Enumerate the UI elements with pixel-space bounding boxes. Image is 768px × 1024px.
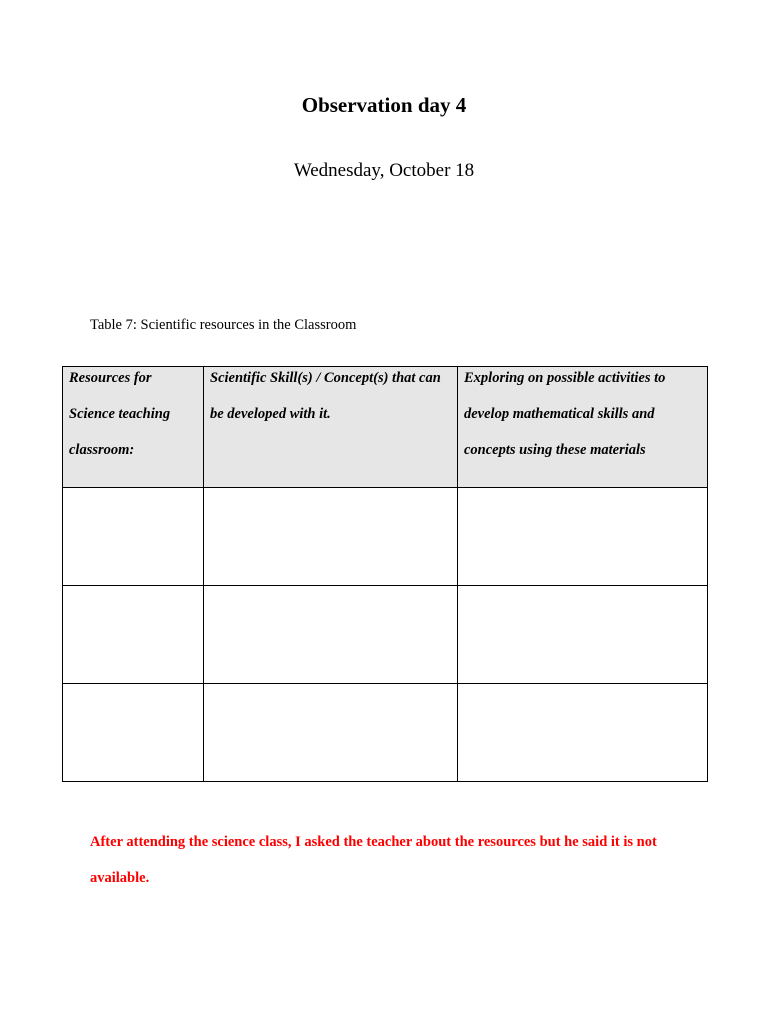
table-cell — [458, 586, 708, 684]
table-header-row — [63, 367, 708, 488]
table-cell — [204, 684, 458, 782]
header-skills-concepts: Scientific Skill(s) / Concept(s) that can be developed with it. — [204, 367, 458, 488]
table-cell — [63, 488, 204, 586]
table-row — [63, 488, 708, 586]
table-row — [63, 586, 708, 684]
note-text: After attending the science class, I asked the teacher about the resources but he said it is not available. — [90, 834, 657, 886]
header-resources: Resources for Science teaching classroom: — [63, 367, 204, 488]
table-cell — [458, 488, 708, 586]
page-date: Wednesday, October 18 — [293, 160, 475, 181]
resources-table — [62, 366, 708, 782]
table-row — [63, 684, 708, 782]
table-cell — [458, 684, 708, 782]
table-cell — [204, 488, 458, 586]
header-activities: Exploring on possible activities to develop mathematical skills and concepts using these materials — [458, 367, 708, 488]
page-title: Observation day 4 — [301, 93, 467, 117]
table-cell — [63, 684, 204, 782]
table-cell — [63, 586, 204, 684]
table-caption: Table 7: Scientific resources in the Classroom — [90, 317, 357, 333]
table-cell — [204, 586, 458, 684]
